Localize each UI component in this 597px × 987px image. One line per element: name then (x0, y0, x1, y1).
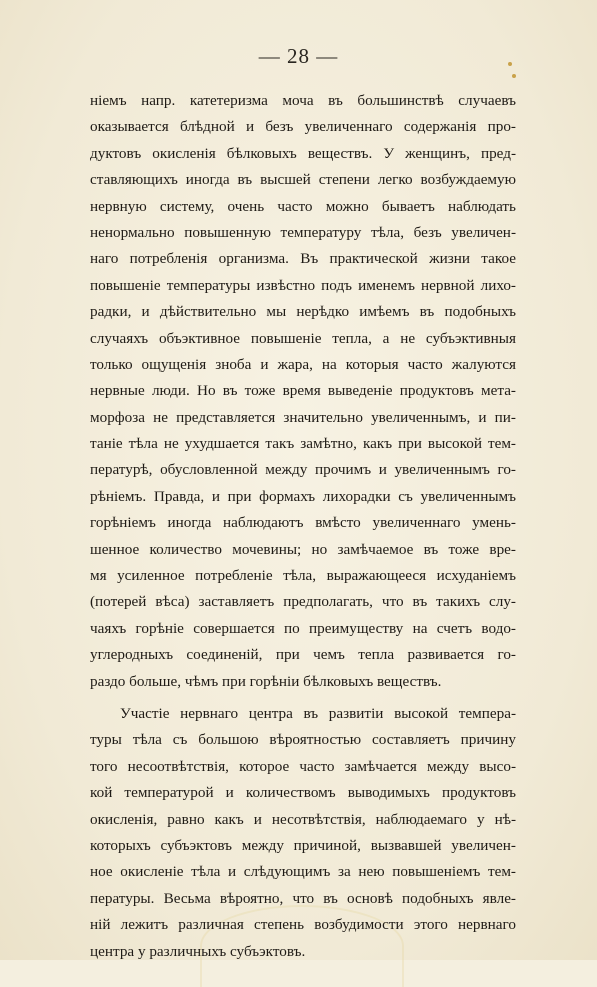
text-line: рѣніемъ. Правда, и при формахъ лихорадки съ увеличеннымъ (90, 487, 516, 505)
text-line: нервные люди. Но въ тоже время выведеніе продуктовъ мета- (90, 382, 516, 400)
text-line: (потерей вѣса) заставляетъ предполагать, что въ такихъ слу- (90, 593, 516, 611)
body-text (90, 88, 516, 965)
text-line: повышеніе температуры извѣстно подъ именемъ нервной лихо- (90, 276, 516, 294)
text-line: случаяхъ объэктивное повышеніе тепла, а не субъэктивныя (90, 329, 516, 347)
ink-speck (512, 74, 516, 78)
text-line: только ощущенія зноба и жара, на которыя часто жалуются (90, 355, 516, 373)
text-line: радки, и дѣйствительно мы нерѣдко имѣемъ въ подобныхъ (90, 303, 516, 321)
text-line: наго потребленія организма. Въ практической жизни такое (90, 250, 516, 268)
text-line: мя усиленное потребленіе тѣла, выражающееся исхуданіемъ (90, 567, 516, 585)
text-line: дуктовъ окисленія бѣлковыхъ веществъ. У женщинъ, пред- (90, 144, 516, 162)
text-line: центра у различныхъ субъэктовъ. (90, 942, 306, 960)
text-line: морфоза не представляется значительно увеличеннымъ, и пи- (90, 408, 516, 426)
text-line: ное окисленіе тѣла и слѣдующимъ за нею повышеніемъ тем- (90, 863, 516, 881)
text-line: пературѣ, обусловленной между прочимъ и увеличеннымъ го- (90, 461, 516, 479)
text-line: нервную систему, очень часто можно бываетъ наблюдать (90, 197, 516, 215)
text-line: того несоотвѣтствія, которое часто замѣчается между высо- (90, 757, 516, 775)
text-line: Участіе нервнаго центра въ развитіи высокой темпера- (120, 704, 516, 722)
text-line: оказывается блѣдной и безъ увеличеннаго содержанія про- (90, 118, 516, 136)
text-line: шенное количество мочевины; но замѣчаемое въ тоже вре- (90, 540, 516, 558)
text-line: горѣніемъ иногда наблюдаютъ вмѣсто увеличеннаго умень- (90, 514, 516, 532)
text-line: ставляющихъ иногда въ высшей степени легко возбуждаемую (90, 171, 516, 189)
text-line: пературы. Весьма вѣроятно, что въ основѣ подобныхъ явле- (90, 889, 516, 907)
text-line: ній лежитъ различная степень возбудимости этого нервнаго (90, 916, 516, 934)
text-line: раздо больше, чѣмъ при горѣніи бѣлковыхъ веществъ. (90, 672, 442, 690)
text-line: таніе тѣла не ухудшается такъ замѣтно, какъ при высокой тем- (90, 435, 516, 453)
text-line: которыхъ субъэктовъ между причиной, вызвавшей увеличен- (90, 836, 516, 854)
text-line: туры тѣла съ большою вѣроятностью составляетъ причину (90, 731, 516, 749)
text-line: чаяхъ горѣніе совершается по преимуществу на счетъ водо- (90, 619, 516, 637)
text-line: ненормально повышенную температуру тѣла, безъ увеличен- (90, 223, 516, 241)
text-line: кой температурой и количествомъ выводимыхъ продуктовъ (90, 784, 516, 802)
text-line: окисленія, равно какъ и несотвѣтствія, наблюдаемаго у нѣ- (90, 810, 516, 828)
page-number: — 28 — (258, 44, 339, 68)
text-line: углеродныхъ соединеній, при чемъ тепла развивается го- (90, 646, 516, 664)
text-line: ніемъ напр. катетеризма моча въ большинствѣ случаевъ (90, 92, 516, 109)
